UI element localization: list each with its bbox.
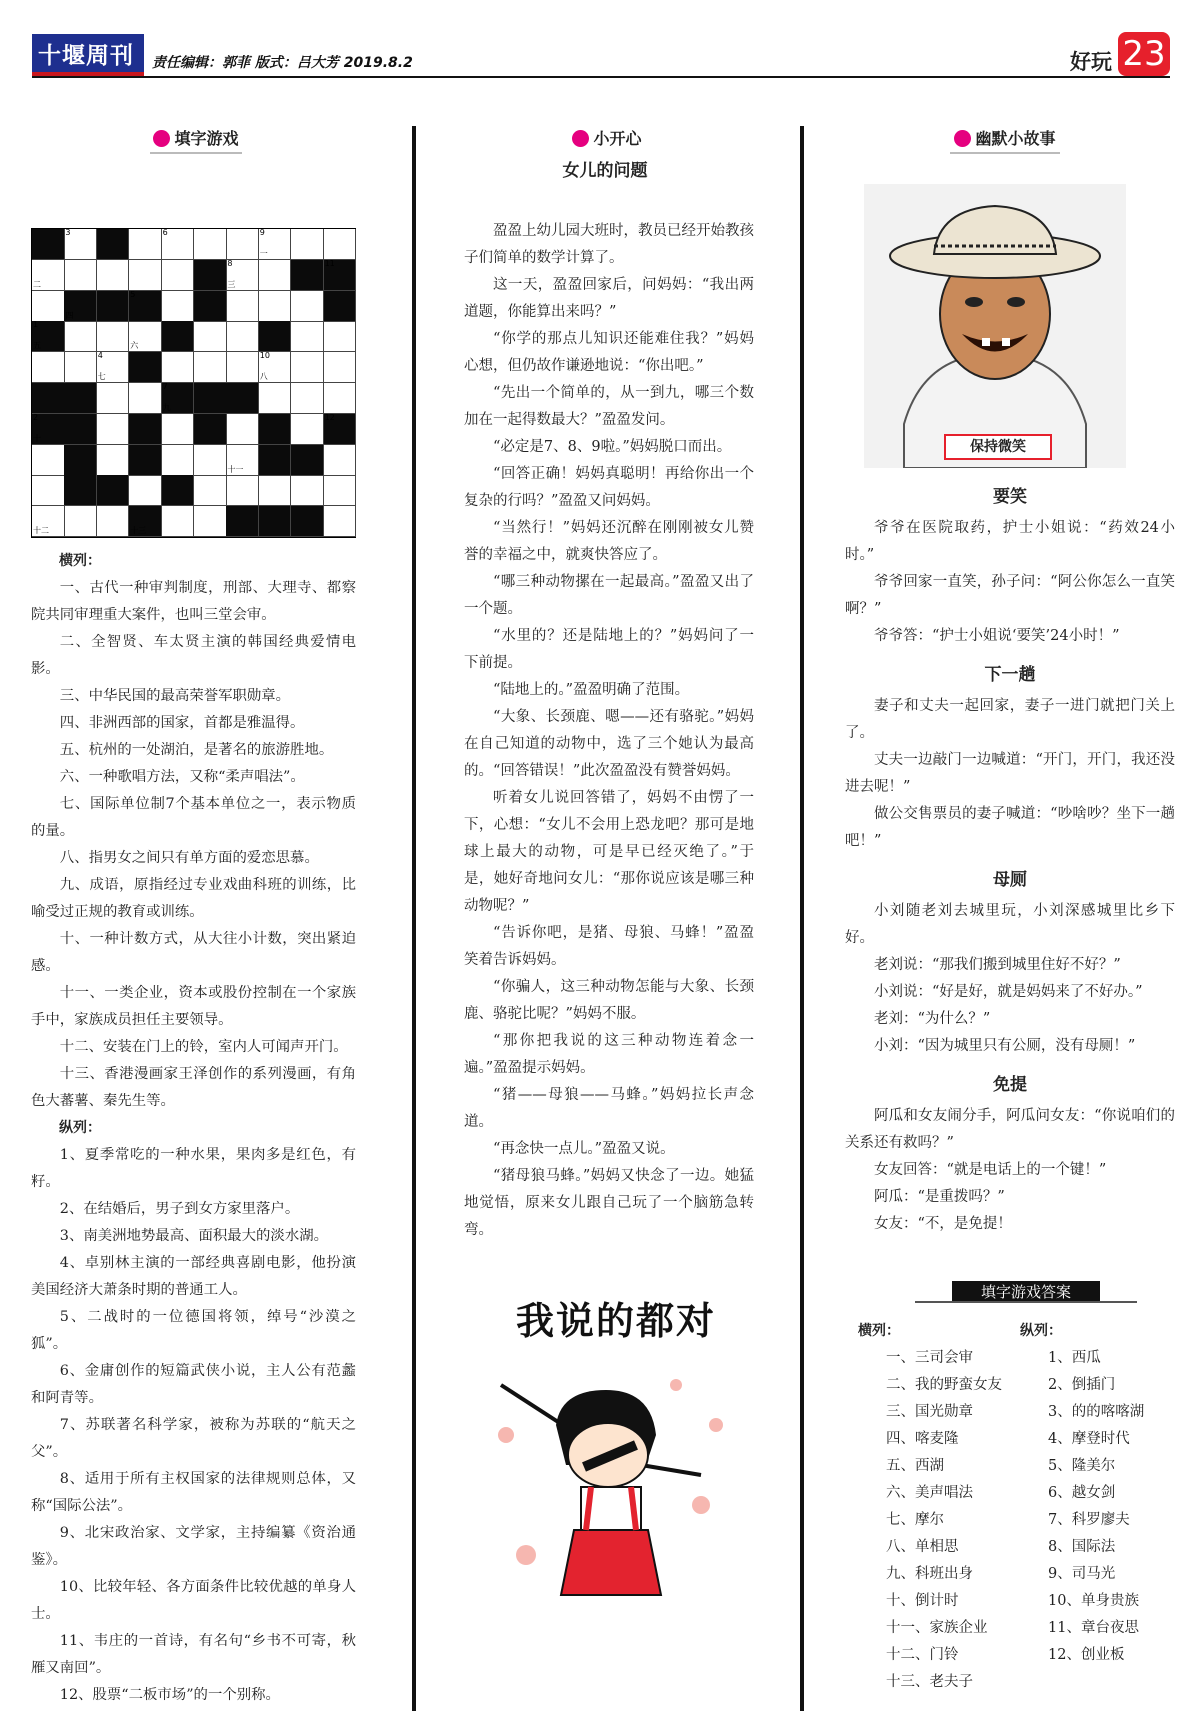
story-paragraph: 小刘随老刘去城里玩，小刘深感城里比乡下好。 (845, 903, 1175, 946)
grid-cell (129, 291, 162, 322)
grid-cell (32, 321, 65, 352)
grid-cell (291, 475, 324, 506)
story-paragraph: “哪三种动物摞在一起最高。”盈盈又出了一个题。 (464, 574, 754, 617)
answers-rule (915, 1301, 1137, 1303)
story-title: 母厕 (993, 870, 1027, 890)
story-paragraph: 听着女儿说回答错了，妈妈不由愣了一下，心想：“女儿不会用上恐龙吧？那可是地球上最大的动物，可是早已经灭绝了。”于是，她好奇地问女儿：“那你说应该是哪三种动物呢？” (464, 790, 754, 914)
answer-item: 六、美声唱法 (886, 1485, 973, 1501)
story-title: 下一趟 (984, 665, 1036, 685)
grid-cell (194, 352, 227, 383)
cartoon-girl-dab (486, 1345, 746, 1605)
grid-cell (162, 260, 195, 291)
grid-cell (291, 291, 324, 322)
down-clue: 12、股票“二板市场”的一个别称。 (59, 1687, 280, 1703)
grid-cell (32, 414, 65, 445)
down-clue: 8、适用于所有主权国家的法律规则总体，又称“国际公法”。 (31, 1471, 356, 1514)
answer-item: 11、章台夜思 (1048, 1620, 1139, 1636)
across-clue: 八、指男女之间只有单方面的爱恋思慕。 (59, 850, 319, 866)
grid-cell (162, 445, 195, 476)
down-clue: 2、在结婚后，男子到女方家里落户。 (59, 1201, 300, 1217)
grid-cell (259, 475, 292, 506)
grid-cell (259, 291, 292, 322)
grid-number-label: 5 (130, 289, 136, 299)
grid-cell (129, 229, 162, 260)
story-paragraph: 老刘说：“那我们搬到城里住好不好？” (874, 957, 1121, 973)
grid-cell (64, 445, 97, 476)
grid-number-label: 11 (324, 258, 335, 268)
grid-cell (259, 383, 292, 414)
grid-cell (324, 291, 357, 322)
grid-clue-label: 七 (97, 372, 106, 382)
grid-cell (97, 260, 130, 291)
across-clue: 十、一种计数方式，从大往小计数，突出紧迫感。 (31, 931, 356, 974)
grid-cell (129, 506, 162, 537)
story-body (464, 218, 754, 1244)
grid-cell (64, 229, 97, 260)
grid-cell (162, 321, 195, 352)
grid-cell (291, 506, 324, 537)
story-title: 要笑 (993, 487, 1027, 507)
grid-clue-label: 一 (259, 249, 268, 258)
across-clue: 十三、香港漫画家王泽创作的系列漫画，有角色大蕃薯、秦先生等。 (31, 1066, 356, 1109)
story-paragraph: “回答正确！妈妈真聪明！再给你出一个复杂的行吗？”盈盈又问妈妈。 (464, 466, 754, 509)
grid-cell (162, 229, 195, 260)
answer-item: 10、单身贵族 (1048, 1593, 1139, 1609)
answer-item: 7、科罗廖夫 (1048, 1512, 1130, 1528)
grid-cell (291, 414, 324, 445)
answer-item: 十三、老夫子 (886, 1674, 973, 1690)
masthead-title: 十堰周刊 (38, 43, 134, 69)
story-paragraph: “大象、长颈鹿、嗯——还有骆驼。”妈妈在自己知道的动物中，选了三个她认为最高的。“回答错误！”此次盈盈没有赞誉妈妈。 (464, 709, 754, 779)
grid-cell (162, 475, 195, 506)
story-paragraph: “猪母狼马蜂。”妈妈又快念了一边。她猛地觉悟，原来女儿跟自己玩了一个脑筋急转弯。 (464, 1168, 754, 1238)
grid-cell (324, 475, 357, 506)
story-paragraph: 爷爷答：“护士小姐说‘要笑’24小时！” (874, 628, 1120, 644)
grid-cell (194, 445, 227, 476)
grid-cell (226, 291, 259, 322)
across-clue: 一、古代一种审判制度，刑部、大理寺、都察院共同审理重大案件，也叫三堂会审。 (31, 580, 356, 623)
answers-down-list (1020, 1345, 1175, 1669)
story-paragraph: 盈盈上幼儿园大班时，教员已经开始教孩子们简单的数学计算了。 (464, 223, 754, 266)
grid-cell (291, 260, 324, 291)
down-title: 纵列： (59, 1120, 101, 1136)
answer-item: 七、摩尔 (886, 1512, 944, 1528)
grid-cell (324, 321, 357, 352)
story-paragraph: 老刘：“为什么？” (874, 1011, 991, 1027)
grid-number-label: 2 (33, 412, 39, 422)
story-paragraph: “再念快一点儿。”盈盈又说。 (493, 1141, 675, 1157)
grid-cell (194, 321, 227, 352)
grid-cell (129, 321, 162, 352)
answers-across (858, 1318, 1018, 1696)
grid-clue-label: 八 (259, 372, 268, 382)
section-heading-crossword: 填字游戏 (150, 126, 242, 154)
grid-cell (97, 414, 130, 445)
grid-cell (129, 414, 162, 445)
grid-cell (129, 352, 162, 383)
across-clue: 九、成语，原指经过专业戏曲科班的训练，比喻受过正规的教育或训练。 (31, 877, 356, 920)
grid-number-label: 8 (227, 258, 233, 268)
cartoon-caption: 我说的都对 (515, 1299, 716, 1343)
old-man-caricature (864, 184, 1126, 468)
grid-cell (97, 445, 130, 476)
heading-dot-icon (153, 130, 170, 147)
story-paragraph: “那你把我说的这三种动物连着念一遍。”盈盈提示妈妈。 (464, 1033, 754, 1076)
story-paragraph: 这一天，盈盈回家后，问妈妈：“我出两道题，你能算出来吗？” (464, 277, 754, 320)
down-clue-list (31, 1142, 356, 1709)
grid-cell (129, 260, 162, 291)
story-body (845, 693, 1175, 855)
grid-cell (291, 321, 324, 352)
grid-cell (162, 352, 195, 383)
answer-item: 十、倒计时 (886, 1593, 959, 1609)
grid-cell (97, 383, 130, 414)
heading-dot-icon (572, 130, 589, 147)
story-body (845, 515, 1175, 650)
answer-item: 一、三司会审 (886, 1350, 973, 1366)
story-paragraph: 做公交售票员的妻子喊道：“吵啥吵？坐下一趟吧！” (845, 806, 1175, 849)
grid-cell (64, 260, 97, 291)
grid-cell (129, 475, 162, 506)
grid-cell (259, 445, 292, 476)
heading-dot-icon (954, 130, 971, 147)
story-paragraph: “陆地上的。”盈盈明确了范围。 (493, 682, 690, 698)
grid-cell (32, 291, 65, 322)
story-title: 女儿的问题 (562, 161, 648, 181)
humor-stories (845, 482, 1175, 1238)
down-clue: 6、金庸创作的短篇武侠小说，主人公有范蠡和阿青等。 (31, 1363, 356, 1406)
grid-cell (162, 291, 195, 322)
down-clue: 5、二战时的一位德国将领，绰号“沙漠之狐”。 (31, 1309, 356, 1352)
story-paragraph: 阿瓜：“是重拨吗？” (874, 1189, 1005, 1205)
grid-cell (97, 506, 130, 537)
grid-cell (259, 414, 292, 445)
grid-clue-label: 十一 (227, 464, 244, 474)
story-paragraph: 阿瓜和女友闹分手，阿瓜问女友：“你说咱们的关系还有救吗？” (845, 1108, 1175, 1151)
story-paragraph: “猪——母狼——马蜂。”妈妈拉长声念道。 (464, 1087, 754, 1130)
answer-item: 三、国光勋章 (886, 1404, 973, 1420)
answer-item: 二、我的野蛮女友 (886, 1377, 1002, 1393)
answers-title: 填字游戏答案 (952, 1281, 1100, 1303)
page-number-badge: 23 (1118, 32, 1170, 76)
grid-cell (259, 260, 292, 291)
grid-cell (32, 229, 65, 260)
down-clue: 3、南美洲地势最高、面积最大的淡水湖。 (59, 1228, 328, 1244)
grid-cell (226, 506, 259, 537)
grid-cell (32, 260, 65, 291)
section-name: 好玩 (1070, 50, 1112, 74)
crossword-grid (31, 228, 356, 538)
story-body (845, 898, 1175, 1060)
down-clue: 1、夏季常吃的一种水果，果肉多是红色，有籽。 (31, 1147, 356, 1190)
grid-cell (64, 352, 97, 383)
story-paragraph: “水里的？还是陆地上的？”妈妈问了一下前提。 (464, 628, 754, 671)
down-clue: 11、韦庄的一首诗，有名句“乡书不可寄，秋雁又南回”。 (31, 1633, 356, 1676)
grid-cell (97, 291, 130, 322)
story-paragraph: 丈夫一边敲门一边喊道：“开门，开门，我还没进去呢！” (845, 752, 1175, 795)
grid-cell (226, 445, 259, 476)
across-clue-list (31, 575, 356, 1115)
answer-item: 四、喀麦隆 (886, 1431, 959, 1447)
across-clue: 五、杭州的一处湖泊，是著名的旅游胜地。 (59, 742, 334, 758)
grid-cell (97, 475, 130, 506)
story-paragraph: 女友：“不，是免提！ (874, 1216, 1012, 1232)
grid-clue-label: 十三 (130, 526, 147, 536)
grid-cell (194, 506, 227, 537)
column-divider-1 (412, 126, 416, 1711)
answer-item: 十一、家族企业 (886, 1620, 988, 1636)
story-body (845, 1103, 1175, 1238)
grid-clue-label: 十 (33, 433, 41, 443)
grid-cell (324, 352, 357, 383)
answer-item: 八、单相思 (886, 1539, 959, 1555)
across-clue: 二、全智贤、车太贤主演的韩国经典爱情电影。 (31, 634, 356, 677)
answers-across-title: 横列： (858, 1323, 900, 1339)
across-title: 横列： (59, 553, 101, 569)
grid-cell (259, 229, 292, 260)
grid-cell (129, 445, 162, 476)
grid-cell (226, 352, 259, 383)
grid-cell (194, 291, 227, 322)
grid-cell (32, 352, 65, 383)
story-paragraph: “当然行！”妈妈还沉醉在刚刚被女儿赞誉的幸福之中，就爽快答应了。 (464, 520, 754, 563)
grid-cell (97, 321, 130, 352)
grid-clue-label: 六 (130, 341, 139, 351)
grid-cell (194, 260, 227, 291)
answer-item: 6、越女剑 (1048, 1485, 1116, 1501)
photo-caption: 保持微笑 (944, 434, 1052, 460)
grid-cell (324, 445, 357, 476)
answers-across-list (858, 1345, 1018, 1696)
answer-item: 8、国际法 (1048, 1539, 1116, 1555)
grid-number-label: 10 (259, 351, 270, 361)
grid-cell (226, 475, 259, 506)
grid-cell (324, 506, 357, 537)
story-paragraph: 小刘说：“好是好，就是妈妈来了不好办。” (874, 984, 1143, 1000)
grid-cell (32, 475, 65, 506)
section-heading-fun: 小开心 (570, 126, 644, 152)
answer-item: 2、倒插门 (1048, 1377, 1116, 1393)
grid-number-label: 1 (33, 320, 39, 330)
across-clue: 十一、一类企业，资本或股份控制在一个家族手中，家族成员担任主要领导。 (31, 985, 356, 1028)
grid-cell (194, 414, 227, 445)
across-clue: 十二、安装在门上的铃，室内人可闻声开门。 (59, 1039, 348, 1055)
grid-cell (291, 352, 324, 383)
story-paragraph: 妻子和丈夫一起回家，妻子一进门就把门关上了。 (845, 698, 1175, 741)
down-clue: 7、苏联著名科学家，被称为苏联的“航天之父”。 (31, 1417, 356, 1460)
grid-cell (97, 229, 130, 260)
grid-cell (64, 321, 97, 352)
down-clue: 9、北宋政治家、文学家，主持编纂《资治通鉴》。 (31, 1525, 356, 1568)
grid-cell (194, 383, 227, 414)
grid-cell (291, 445, 324, 476)
crossword-clues (31, 548, 356, 1709)
column-divider-2 (800, 126, 804, 1711)
grid-cell (32, 506, 65, 537)
story-paragraph: 爷爷在医院取药，护士小姐说：“药效24小时。” (845, 520, 1175, 563)
grid-cell (259, 506, 292, 537)
story-paragraph: “必定是7、8、9啦。”妈妈脱口而出。 (493, 439, 732, 455)
answer-item: 五、西湖 (886, 1458, 944, 1474)
answer-item: 12、创业板 (1048, 1647, 1125, 1663)
answer-item: 1、西瓜 (1048, 1350, 1101, 1366)
grid-cell (194, 475, 227, 506)
grid-cell (259, 321, 292, 352)
grid-cell (64, 506, 97, 537)
across-clue: 四、非洲西部的国家，首都是雅温得。 (59, 715, 305, 731)
grid-cell (32, 445, 65, 476)
old-man-portrait (864, 184, 1126, 468)
header-divider (32, 76, 1170, 78)
grid-clue-label: 九 (162, 403, 171, 412)
grid-clue-label: 四 (65, 310, 74, 320)
grid-cell (162, 506, 195, 537)
story-paragraph: “告诉你吧，是猪、母狼、马蜂！”盈盈笑着告诉妈妈。 (464, 925, 754, 968)
grid-cell (32, 383, 65, 414)
across-clue: 七、国际单位制7个基本单位之一，表示物质的量。 (31, 796, 356, 839)
story-paragraph: “你学的那点儿知识还能难住我？”妈妈心想，但仍故作谦逊地说：“你出吧。” (464, 331, 754, 374)
grid-cell (97, 352, 130, 383)
answer-item: 十二、门铃 (886, 1647, 959, 1663)
grid-clue-label: 十二 (33, 526, 49, 536)
grid-cell (324, 260, 357, 291)
grid-cell (64, 291, 97, 322)
grid-cell (226, 383, 259, 414)
grid-number-label: 3 (65, 228, 71, 237)
grid-cell (324, 229, 357, 260)
answers-down (1020, 1318, 1175, 1669)
story-paragraph: 小刘：“因为城里只有公厕，没有母厕！” (874, 1038, 1136, 1054)
grid-cell (162, 414, 195, 445)
grid-cell (291, 229, 324, 260)
grid-cell (129, 383, 162, 414)
story-paragraph: 爷爷回家一直笑，孙子问：“阿公你怎么一直笑啊？” (845, 574, 1175, 617)
grid-number-label: 12 (324, 412, 335, 422)
section-heading-stories: 幽默小故事 (950, 126, 1060, 154)
story-paragraph: 女友回答：“就是电话上的一个键！” (874, 1162, 1107, 1178)
down-clue: 10、比较年轻、各方面条件比较优越的单身人士。 (31, 1579, 356, 1622)
across-clue: 六、一种歌唱方法，又称“柔声唱法”。 (59, 769, 305, 785)
grid-cell (324, 383, 357, 414)
grid-number-label: 9 (259, 228, 265, 237)
grid-clue-label: 二 (33, 279, 41, 289)
cartoon (486, 1290, 746, 1609)
grid-cell (324, 414, 357, 445)
grid-cell (64, 414, 97, 445)
grid-number-label: 6 (162, 228, 168, 237)
grid-cell (259, 352, 292, 383)
answers-down-title: 纵列： (1020, 1323, 1062, 1339)
story-paragraph: “你骗人，这三种动物怎能与大象、长颈鹿、骆驼比呢？”妈妈不服。 (464, 979, 754, 1022)
grid-cell (64, 383, 97, 414)
answer-item: 9、司马光 (1048, 1566, 1116, 1582)
grid-clue-label: 三 (227, 279, 236, 289)
across-clue: 三、中华民国的最高荣誉军职勋章。 (59, 688, 291, 704)
answer-item: 5、隆美尔 (1048, 1458, 1116, 1474)
grid-number-label: 4 (97, 351, 103, 361)
down-clue: 4、卓别林主演的一部经典喜剧电影，他扮演美国经济大萧条时期的普通工人。 (31, 1255, 356, 1298)
editor-credits: 责任编辑：郭菲 版式：吕大芳 2019.8.2 (152, 55, 413, 71)
grid-cell (226, 229, 259, 260)
grid-clue-label: 五 (33, 341, 41, 351)
answer-item: 4、摩登时代 (1048, 1431, 1130, 1447)
grid-cell (226, 321, 259, 352)
grid-cell (226, 260, 259, 291)
answer-item: 九、科班出身 (886, 1566, 973, 1582)
grid-number-label: 7 (162, 382, 168, 391)
story-title: 免提 (993, 1075, 1027, 1095)
grid-cell (291, 383, 324, 414)
grid-cell (64, 475, 97, 506)
masthead-logo (32, 34, 144, 72)
grid-cell (226, 414, 259, 445)
grid-cell (194, 229, 227, 260)
answer-item: 3、的的喀喀湖 (1048, 1404, 1145, 1420)
story-paragraph: “先出一个简单的，从一到九，哪三个数加在一起得数最大？”盈盈发问。 (464, 385, 754, 428)
grid-cell (162, 383, 195, 414)
